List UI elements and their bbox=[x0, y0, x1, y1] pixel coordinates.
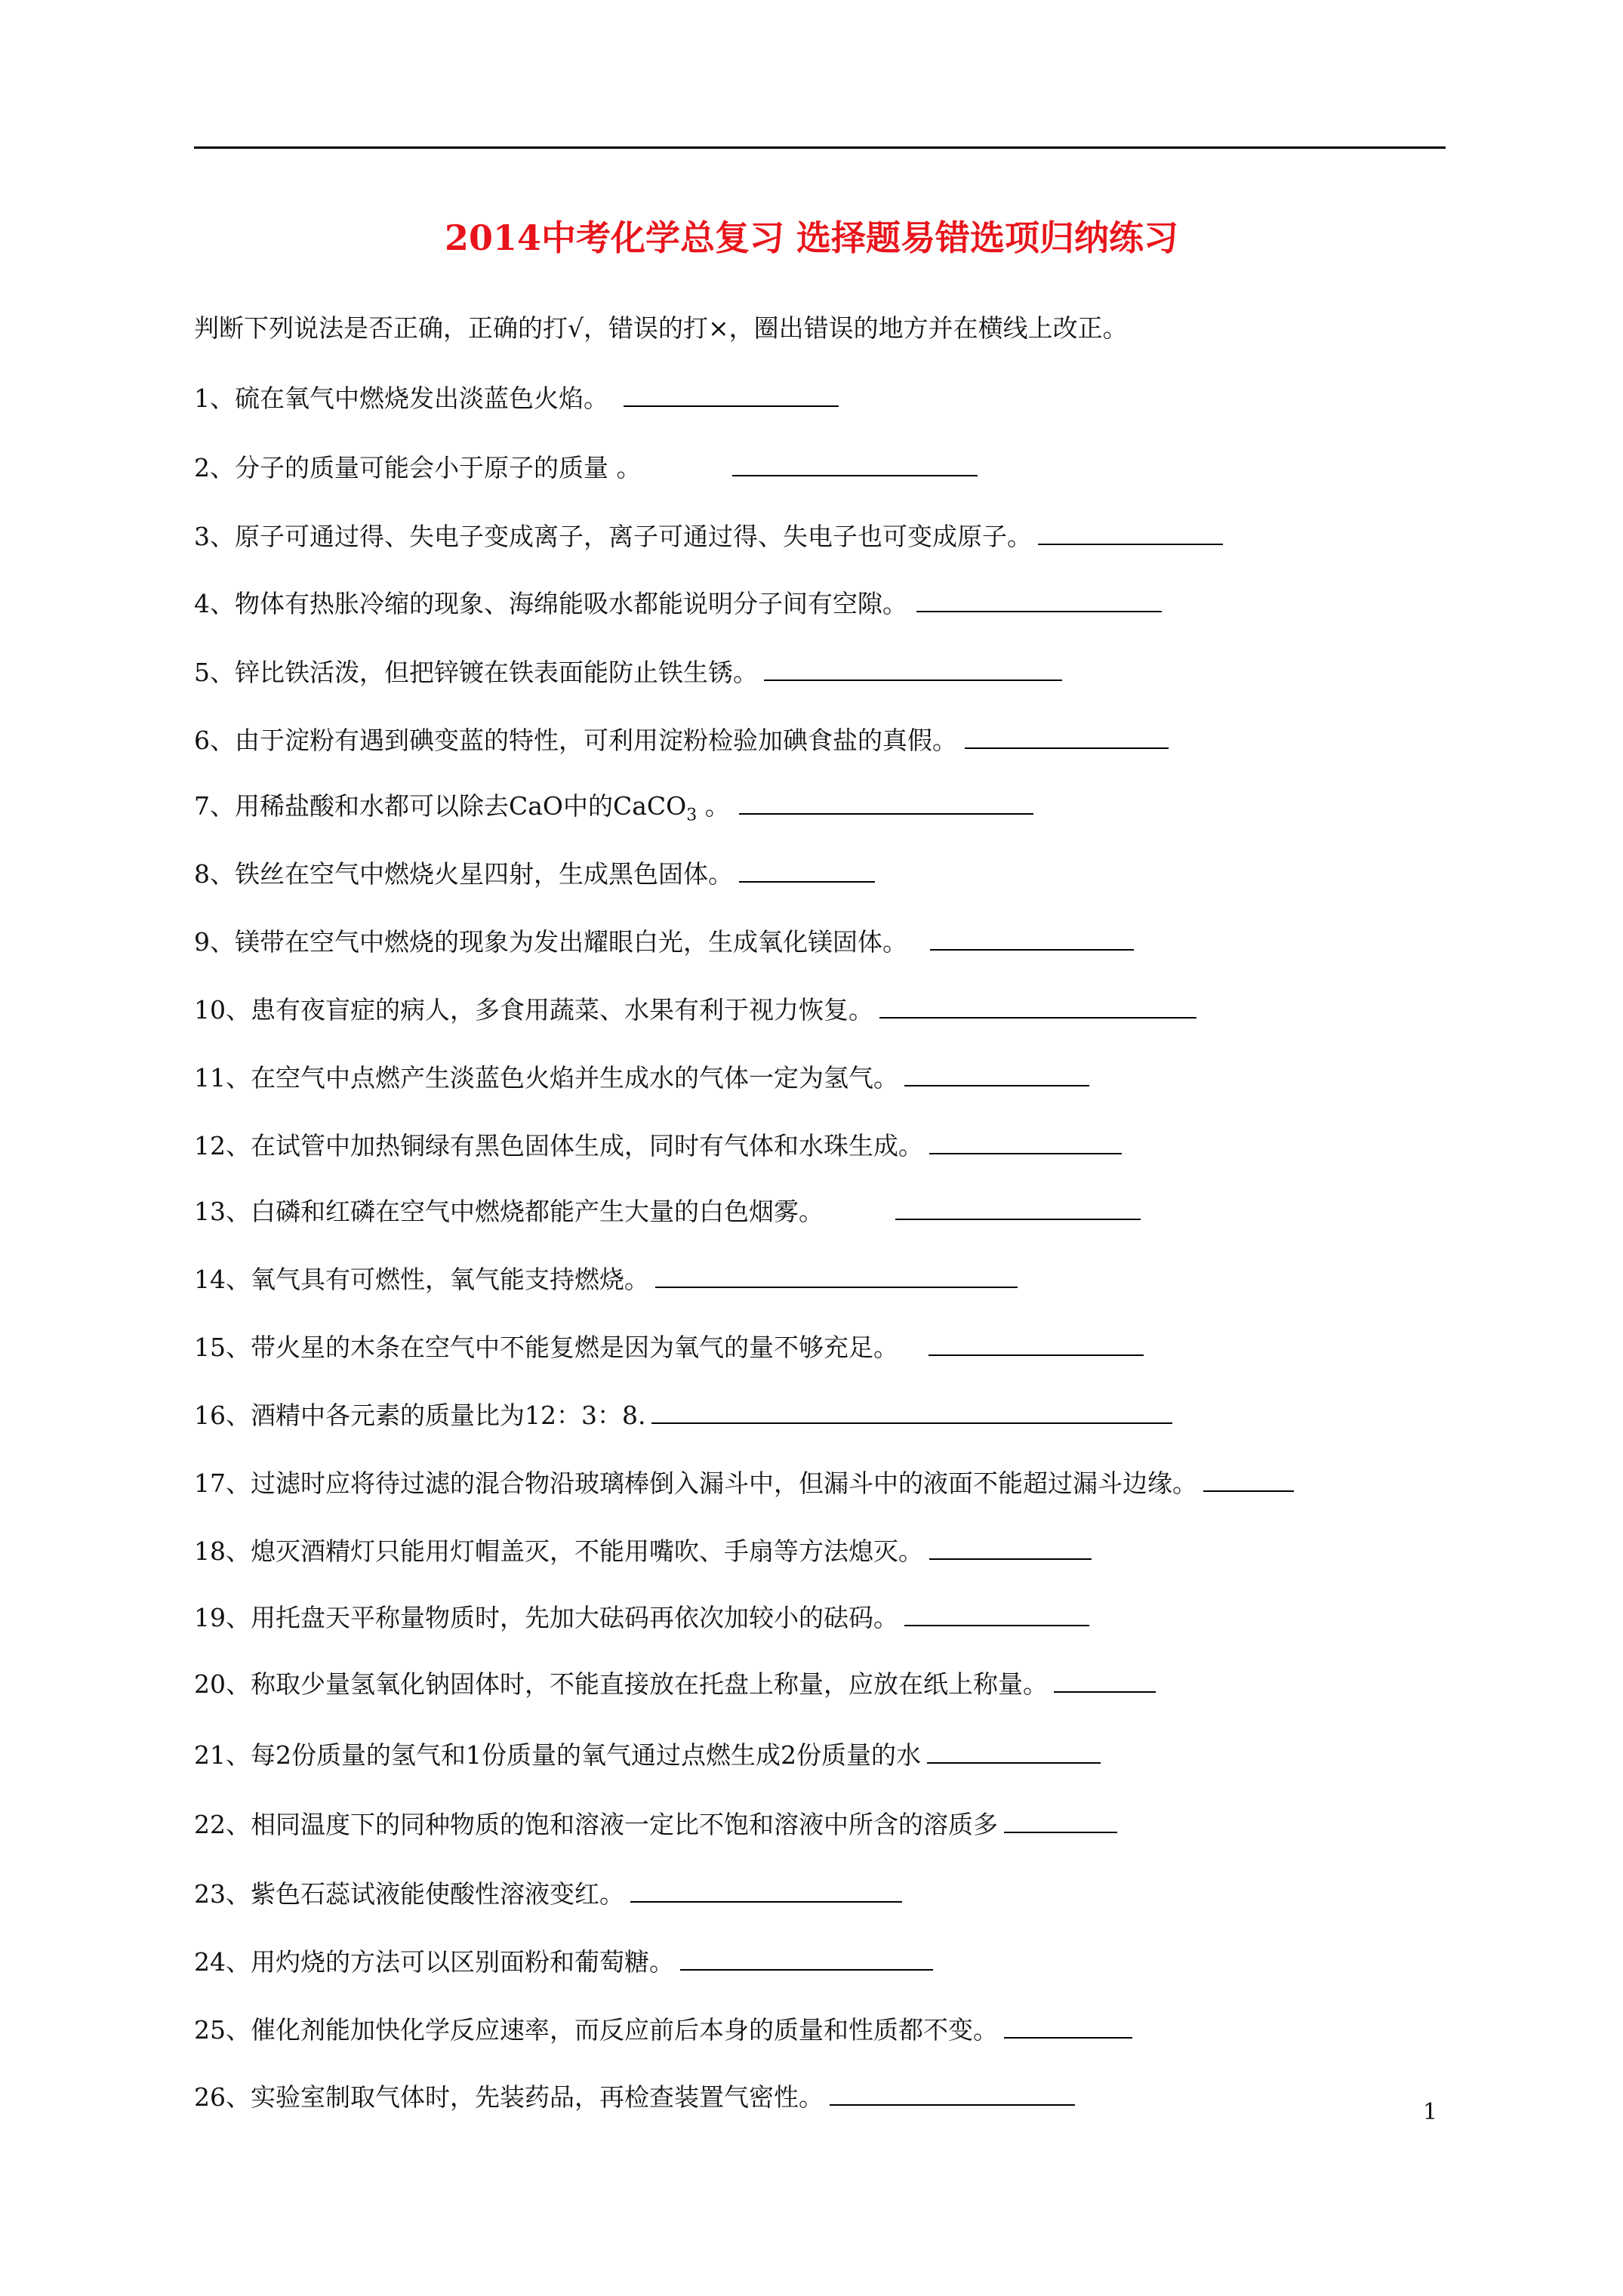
answer-blank[interactable] bbox=[930, 926, 1134, 951]
question-text: 锌比铁活泼，但把锌镀在铁表面能防止铁生锈。 bbox=[235, 658, 758, 687]
answer-blank[interactable] bbox=[1038, 521, 1223, 545]
question-number: 25、 bbox=[194, 2015, 251, 2045]
question-number: 1、 bbox=[194, 384, 235, 413]
question-number: 12、 bbox=[194, 1131, 251, 1160]
answer-blank[interactable] bbox=[895, 1196, 1141, 1220]
question-text: 相同温度下的同种物质的饱和溶液一定比不饱和溶液中所含的溶质多 bbox=[251, 1810, 998, 1839]
question-number: 10、 bbox=[194, 995, 251, 1025]
question-number: 3、 bbox=[194, 522, 235, 551]
question-item bbox=[194, 381, 839, 416]
question-number: 6、 bbox=[194, 726, 235, 755]
answer-blank[interactable] bbox=[1054, 1669, 1156, 1693]
question-number: 9、 bbox=[194, 927, 235, 957]
question-item bbox=[194, 1398, 1172, 1433]
question-item bbox=[194, 587, 1162, 621]
answer-blank[interactable] bbox=[904, 1602, 1089, 1626]
question-item bbox=[194, 451, 978, 485]
question-text: 在空气中点燃产生淡蓝色火焰并生成水的气体一定为氢气。 bbox=[251, 1063, 898, 1093]
question-item bbox=[194, 2013, 1132, 2048]
question-item bbox=[194, 723, 1169, 758]
question-text: 实验室制取气体时，先装药品，再检查装置气密性。 bbox=[251, 2082, 824, 2112]
answer-blank[interactable] bbox=[651, 1400, 1172, 1424]
question-number: 19、 bbox=[194, 1603, 251, 1632]
question-text: 在试管中加热铜绿有黑色固体生成，同时有气体和水珠生成。 bbox=[251, 1131, 923, 1160]
question-item bbox=[194, 1466, 1294, 1501]
question-text: 带火星的木条在空气中不能复燃是因为氧气的量不够充足。 bbox=[251, 1333, 898, 1362]
question-number: 2、 bbox=[194, 453, 235, 482]
answer-blank[interactable] bbox=[965, 725, 1169, 749]
question-text-tail: 。 bbox=[697, 791, 730, 821]
question-text: 紫色石蕊试液能使酸性溶液变红。 bbox=[251, 1879, 624, 1909]
answer-blank[interactable] bbox=[624, 383, 839, 407]
page-number: 1 bbox=[1423, 2099, 1438, 2125]
answer-blank[interactable] bbox=[1203, 1468, 1294, 1492]
question-number: 11、 bbox=[194, 1063, 251, 1093]
question-number: 8、 bbox=[194, 859, 235, 889]
answer-blank[interactable] bbox=[879, 994, 1196, 1019]
question-item bbox=[194, 1667, 1156, 1702]
question-item bbox=[194, 1061, 1089, 1096]
question-text: 原子可通过得、失电子变成离子，离子可通过得、失电子也可变成原子。 bbox=[235, 522, 1032, 551]
question-item bbox=[194, 1877, 902, 1912]
question-item bbox=[194, 519, 1223, 554]
question-item bbox=[194, 1808, 1117, 1842]
question-text: 铁丝在空气中燃烧火星四射，生成黑色固体。 bbox=[235, 859, 733, 889]
question-number: 20、 bbox=[194, 1669, 251, 1699]
question-text: 称取少量氢氧化钠固体时，不能直接放在托盘上称量，应放在纸上称量。 bbox=[251, 1669, 1048, 1699]
question-text: 用稀盐酸和水都可以除去CaO中的CaCO bbox=[235, 791, 687, 821]
question-text: 氧气具有可燃性，氧气能支持燃烧。 bbox=[251, 1265, 649, 1294]
question-item bbox=[194, 1262, 1018, 1297]
question-number: 14、 bbox=[194, 1265, 251, 1294]
question-number: 7、 bbox=[194, 791, 235, 821]
question-number: 21、 bbox=[194, 1740, 251, 1770]
answer-blank[interactable] bbox=[655, 1264, 1018, 1288]
question-item bbox=[194, 857, 875, 892]
question-item bbox=[194, 1945, 933, 1980]
question-item bbox=[194, 789, 1033, 834]
question-number: 26、 bbox=[194, 2082, 251, 2112]
question-text: 催化剂能加快化学反应速率，而反应前后本身的质量和性质都不变。 bbox=[251, 2015, 998, 2045]
answer-blank[interactable] bbox=[1004, 2014, 1132, 2039]
question-text: 用灼烧的方法可以区别面粉和葡萄糖。 bbox=[251, 1947, 674, 1977]
question-text: 由于淀粉有遇到碘变蓝的特性，可利用淀粉检验加碘食盐的真假。 bbox=[235, 726, 957, 755]
question-text: 白磷和红磷在空气中燃烧都能产生大量的白色烟雾。 bbox=[251, 1197, 824, 1226]
question-text: 酒精中各元素的质量比为12：3：8. bbox=[251, 1401, 646, 1430]
answer-blank[interactable] bbox=[1004, 1809, 1117, 1833]
question-text: 物体有热胀冷缩的现象、海绵能吸水都能说明分子间有空隙。 bbox=[235, 589, 907, 618]
question-item bbox=[194, 1738, 1101, 1773]
answer-blank[interactable] bbox=[739, 791, 1033, 815]
answer-blank[interactable] bbox=[739, 858, 875, 883]
question-text: 用托盘天平称量物质时，先加大砝码再依次加较小的砝码。 bbox=[251, 1603, 898, 1632]
question-item bbox=[194, 1601, 1089, 1635]
answer-blank[interactable] bbox=[830, 2082, 1075, 2106]
answer-blank[interactable] bbox=[929, 1130, 1122, 1154]
question-item bbox=[194, 2080, 1075, 2115]
question-item bbox=[194, 925, 1134, 960]
question-number: 23、 bbox=[194, 1879, 251, 1909]
question-text: 熄灭酒精灯只能用灯帽盖灭，不能用嘴吹、手扇等方法熄灭。 bbox=[251, 1536, 923, 1566]
question-item bbox=[194, 1330, 1144, 1365]
question-item bbox=[194, 993, 1196, 1028]
answer-blank[interactable] bbox=[927, 1740, 1101, 1764]
answer-blank[interactable] bbox=[904, 1062, 1089, 1086]
answer-blank[interactable] bbox=[732, 452, 978, 476]
question-number: 15、 bbox=[194, 1333, 251, 1362]
question-text: 硫在氧气中燃烧发出淡蓝色火焰。 bbox=[235, 384, 608, 413]
answer-blank[interactable] bbox=[916, 588, 1162, 612]
question-number: 18、 bbox=[194, 1536, 251, 1566]
instruction-text: 判断下列说法是否正确，正确的打√，错误的打×，圈出错误的地方并在横线上改正。 bbox=[194, 313, 1128, 343]
question-item bbox=[194, 1534, 1092, 1569]
question-text: 镁带在空气中燃烧的现象为发出耀眼白光，生成氧化镁固体。 bbox=[235, 927, 907, 957]
answer-blank[interactable] bbox=[680, 1946, 933, 1971]
question-number: 17、 bbox=[194, 1469, 251, 1498]
answer-blank[interactable] bbox=[929, 1536, 1092, 1560]
question-number: 24、 bbox=[194, 1947, 251, 1977]
question-number: 22、 bbox=[194, 1810, 251, 1839]
question-number: 16、 bbox=[194, 1401, 251, 1430]
answer-blank[interactable] bbox=[630, 1878, 902, 1903]
question-number: 13、 bbox=[194, 1197, 251, 1226]
question-text: 每2份质量的氢气和1份质量的氧气通过点燃生成2份质量的水 bbox=[251, 1740, 921, 1770]
answer-blank[interactable] bbox=[929, 1332, 1144, 1356]
question-text: 分子的质量可能会小于原子的质量 。 bbox=[235, 453, 642, 482]
page-title: 2014中考化学总复习 选择题易错选项归纳练习 bbox=[444, 217, 1179, 258]
question-item bbox=[194, 655, 1062, 690]
answer-blank[interactable] bbox=[764, 657, 1062, 681]
formula-subscript: 3 bbox=[686, 806, 698, 825]
question-number: 5、 bbox=[194, 658, 235, 687]
question-text: 过滤时应将待过滤的混合物沿玻璃棒倒入漏斗中，但漏斗中的液面不能超过漏斗边缘。 bbox=[251, 1469, 1197, 1498]
question-text: 患有夜盲症的病人，多食用蔬菜、水果有利于视力恢复。 bbox=[251, 995, 873, 1025]
question-item bbox=[194, 1194, 1141, 1229]
question-number: 4、 bbox=[194, 589, 235, 618]
header-rule bbox=[194, 146, 1446, 149]
question-item bbox=[194, 1129, 1122, 1163]
